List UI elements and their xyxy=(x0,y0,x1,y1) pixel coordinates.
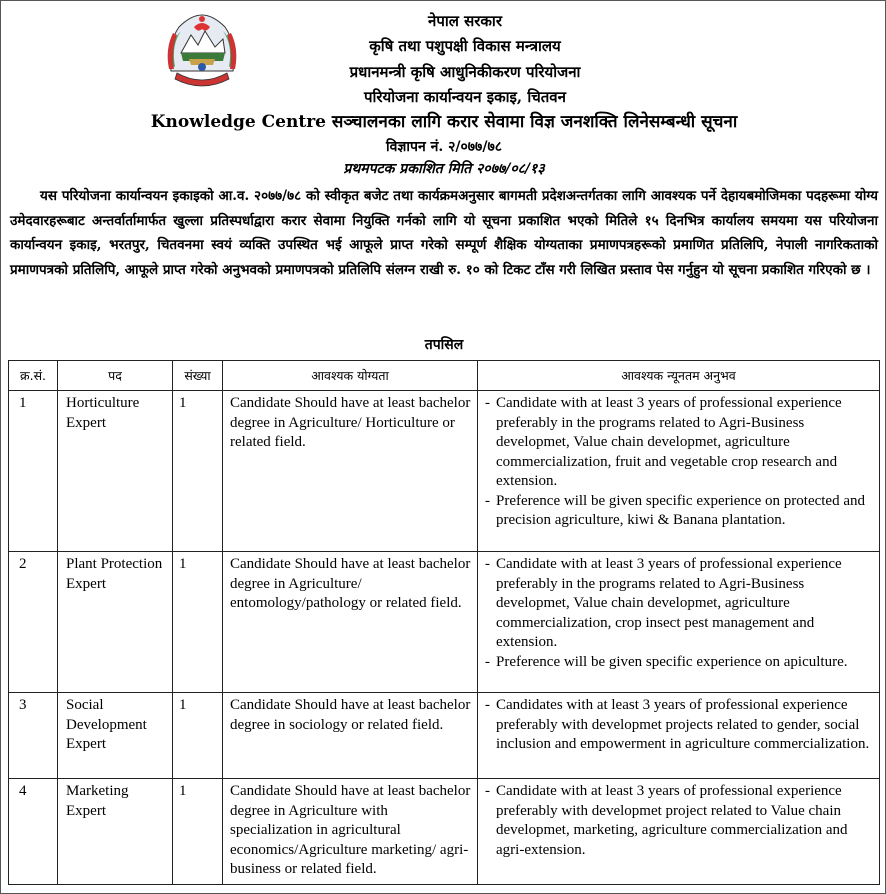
notice-body: यस परियोजना कार्यान्वयन इकाइको आ.व. २०७७/७८ को स्वीकृत बजेट तथा कार्यक्रमअनुसार बागमती प्रदेशअन्तर्गतका लागि आवश्यक पर्ने देहायबमोजिमका पदहरूमा योग्य उमेदवारहरूबाट अन्तर्वार्तामार्फत खुल्ला प्रतिस्पर्धाद्वारा करार सेवामा नियुक्ति गर्नको लागि यो सूचना प्रकाशित भएको मितिले १५ दिनभित्र कार्यालय समयमा यस परियोजना कार्यान्वयन इकाइ, भरतपुर, चितवनमा स्वयं व्यक्ति उपस्थित भई आफूले प्राप्त गरेको सम्पूर्ण शैक्षिक योग्यताका प्रमाणपत्रहरूको प्रमाणित प्रतिलिपि, नेपाली नागरिकताको प्रमाणपत्रको प्रतिलिपि, आफूले प्राप्त गरेको अनुभवको प्रमाणपत्रको प्रतिलिपि संलग्न राखी रु. १० को टिकट टाँस गरी लिखित प्रस्ताव पेस गर्नुहुन यो सूचना प्रकाशित गरिएको छ । xyxy=(10,188,878,278)
experience-item: - Candidate with at least 3 years of professional experience preferably in the programs related to Agri-Business developmet, Value chain developmet, agriculture commercialization, crop insect pest management and extension. xyxy=(484,555,875,653)
row-post: Plant Protection Expert xyxy=(66,556,163,592)
experience-item: - Candidate with at least 3 years of professional experience preferably in the programs related to Agri-Business developmet, Value chain developmet, agriculture commercialization, fruit and vegetable crop research and extension. xyxy=(484,394,875,492)
experience-item: - Candidate with at least 3 years of professional experience preferably with developmet project related to Value chain developmet, marketing, agriculture commercialization and agri-extension. xyxy=(484,782,875,860)
row-count: 1 xyxy=(179,395,187,411)
row-serial: 1 xyxy=(19,395,27,411)
row-experience-list xyxy=(478,552,879,676)
positions-table xyxy=(8,360,880,885)
schedule-title: तपसिल xyxy=(424,337,464,353)
row-post: Marketing Expert xyxy=(66,783,129,819)
row-serial: 3 xyxy=(19,697,27,713)
experience-item: - Preference will be given specific experience on protected and precision agriculture, kiwi & Banana plantation. xyxy=(484,492,875,531)
notice-title: Knowledge Centre सञ्चालनका लागि करार सेवामा विज्ञ जनशक्ति लिनेसम्बन्धी सूचना xyxy=(150,112,738,132)
table-row xyxy=(9,552,880,693)
table-row xyxy=(9,693,880,779)
row-post: Horticulture Expert xyxy=(66,395,140,431)
row-qualification: Candidate Should have at least bachelor degree in Agriculture with specialization in agricultural economics/Agriculture marketing/ agri-business or related field. xyxy=(230,783,471,877)
header-ministry: कृषि तथा पशुपक्षी विकास मन्त्रालय xyxy=(369,37,561,55)
row-count: 1 xyxy=(179,556,187,572)
header-unit: परियोजना कार्यान्वयन इकाइ, चितवन xyxy=(364,88,566,106)
row-experience-list xyxy=(478,391,879,535)
row-qualification: Candidate Should have at least bachelor degree in Agriculture/ entomology/pathology or related field. xyxy=(230,556,471,611)
header-project: प्रधानमन्त्री कृषि आधुनिकीकरण परियोजना xyxy=(349,63,581,81)
header-government: नेपाल सरकार xyxy=(428,12,502,30)
header-count: संख्या xyxy=(173,361,223,391)
row-post: Social Development Expert xyxy=(66,697,147,752)
row-qualification: Candidate Should have at least bachelor degree in Agriculture/ Horticulture or related field. xyxy=(230,395,471,450)
notice-number: विज्ञापन नं. २/०७७/७८ xyxy=(385,139,503,155)
row-experience-list xyxy=(478,779,879,864)
header-serial: क्र.सं. xyxy=(9,361,58,391)
row-count: 1 xyxy=(179,783,187,799)
row-qualification: Candidate Should have at least bachelor degree in sociology or related field. xyxy=(230,697,471,733)
table-header-row xyxy=(9,361,880,391)
experience-item: - Preference will be given specific experience on apiculture. xyxy=(484,653,875,673)
table-row xyxy=(9,391,880,552)
published-date: प्रथमपटक प्रकाशित मिति २०७७/०८/१३ xyxy=(343,161,545,177)
header-qualification: आवश्यक योग्यता xyxy=(223,361,478,391)
experience-item: - Candidates with at least 3 years of professional experience preferably with developmet projects related to gender, social inclusion and empowerment in agriculture commercialization. xyxy=(484,696,875,755)
row-serial: 4 xyxy=(19,783,27,799)
row-count: 1 xyxy=(179,697,187,713)
header-post: पद xyxy=(58,361,173,391)
row-serial: 2 xyxy=(19,556,27,572)
table-row xyxy=(9,779,880,885)
row-experience-list xyxy=(478,693,879,759)
header-experience: आवश्यक न्यूनतम अनुभव xyxy=(478,361,880,391)
